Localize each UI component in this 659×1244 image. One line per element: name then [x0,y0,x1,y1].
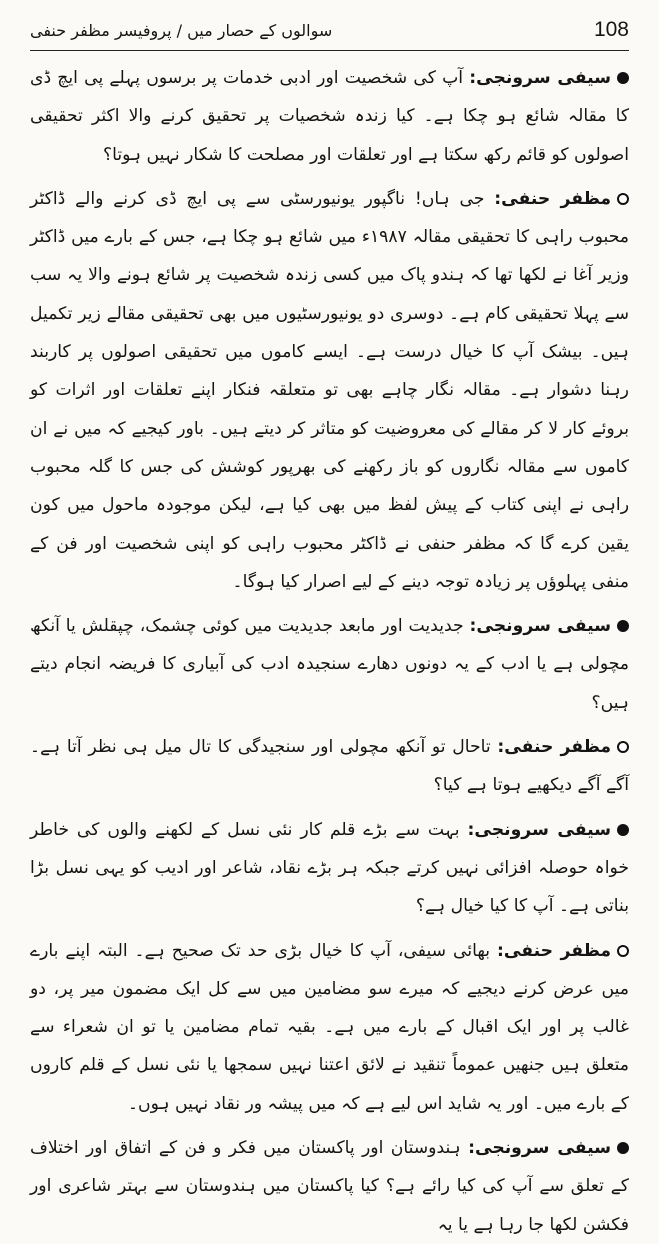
paragraph-question [30,811,629,926]
speaker-name: مظفر حنفی: [497,940,611,961]
paragraph-answer [30,180,629,601]
speaker-name: سیفی سرونجی: [467,819,612,840]
answer-bullet-icon [617,741,629,753]
page-body [30,59,629,1244]
answer-bullet-icon [617,945,629,957]
paragraph-text: تاحال تو آنکھ مچولی اور سنجیدگی کا تال میل ہی نظر آتا ہے۔ آگے آگے دیکھیے ہوتا ہے کیا؟ [30,737,629,796]
page-number: 108 [593,18,629,41]
running-head: سوالوں کے حصار میں / پروفیسر مظفر حنفی [30,20,333,40]
question-bullet-icon [617,72,629,84]
speaker-name: سیفی سرونجی: [468,1138,611,1159]
speaker-name: مظفر حنفی: [497,737,612,758]
question-bullet-icon [617,620,629,632]
speaker-name: سیفی سرونجی: [469,68,611,88]
paragraph-question [30,607,629,722]
paragraph-question [30,1129,629,1244]
paragraph-text: جدیدیت اور مابعد جدیدیت میں کوئی چشمک، چپقلش یا آنکھ مچولی ہے یا ادب کے یہ دونوں دھارے سنجیدہ ادب کی آبیاری کا فریضہ انجام دیتے ہیں؟ [30,616,629,713]
paragraph-answer [30,932,629,1123]
speaker-name: مظفر حنفی: [494,188,612,209]
paragraph-question [30,59,629,174]
answer-bullet-icon [617,193,629,205]
speaker-name: سیفی سرونجی: [469,616,611,637]
question-bullet-icon [617,1142,629,1154]
paragraph-text: ہندوستان اور پاکستان میں فکر و فن کے اتفاق اور اختلاف کے تعلق سے آپ کی کیا رائے ہے؟ کیا پاکستان میں ہندوستان سے بہتر شاعری اور فکشن لکھا جا رہا ہے یا یہ [30,1138,629,1235]
page-header [30,10,629,51]
paragraph-answer [30,728,629,805]
question-bullet-icon [617,824,629,836]
paragraph-text: آپ کی شخصیت اور ادبی خدمات پر برسوں پہلے پی ایچ ڈی کا مقالہ شائع ہو چکا ہے۔ کیا زندہ شخصیات پر تحقیق کرنے والا اکثر تحقیقی اصولوں کو قائم رکھ سکتا ہے اور تعلقات اور مصلحت کا شکار نہیں ہوتا؟ [30,68,629,165]
paragraph-text: بہت سے بڑے قلم کار نئی نسل کے لکھنے والوں کی خاطر خواہ حوصلہ افزائی نہیں کرتے جبکہ ہر بڑے نقاد، شاعر اور ادیب کو یہی نسل بڑا بناتی ہے۔ آپ کا کیا خیال ہے؟ [30,819,629,917]
paragraph-text: جی ہاں! ناگپور یونیورسٹی سے پی ایچ ڈی کرنے والے ڈاکٹر محبوب راہی کا تحقیقی مقالہ ۱۹۸۷ء میں شائع ہو چکا ہے، جس کے بارے میں ڈاکٹر وزیر آغا نے لکھا تھا کہ ہندو پاک میں کسی زندہ شخصیت پر شائع ہونے والا یہ سب سے پہلا تحقیقی کام ہے۔ دوسری دو یونیورسٹیوں میں بھی تحقیقی مقالے زیر تکمیل ہیں۔ بیشک آپ کا خیال درست ہے۔ ایسے کاموں میں تحقیقی اصولوں پر کاربند رہنا دشوار ہے۔ مقالہ نگار چاہے بھی تو متعلقہ فنکار اپنے تعلقات اور اثرات کو بروئے کار لا کر مقالے کی معروضیت کو متاثر کر دیتے ہیں۔ باور کیجیے کہ میں نے ان کاموں سے مقالہ نگاروں کو باز رکھنے کی بھرپور کوشش کی جس کا گلہ محبوب راہی نے اپنی کتاب کے پیش لفظ میں بھی کیا ہے، لیکن موجودہ ماحول میں کون یقین کرے گا کہ مظفر حنفی نے ڈاکٹر محبوب راہی کو اپنی شخصیت اور فن کے منفی پہلوؤں پر زیادہ توجہ دینے کے لیے اصرار کیا ہوگا۔ [30,188,629,592]
paragraph-text: بھائی سیفی، آپ کا خیال بڑی حد تک صحیح ہے۔ البتہ اپنے بارے میں عرض کرنے دیجیے کہ میرے سو مضامین میں سے کل ایک مضمون میر پر، دو غالب پر اور ایک اقبال کے بارے میں ہے۔ بقیہ تمام مضامین یا تو ان شعراء سے متعلق ہیں جنھیں عموماً تنقید نے لائق اعتنا نہیں سمجھا یا نئی نسل کے قلم کاروں کے بارے میں۔ اور یہ شاید اس لیے ہے کہ میں پیشہ ور نقاد نہیں ہوں۔ [30,940,629,1114]
